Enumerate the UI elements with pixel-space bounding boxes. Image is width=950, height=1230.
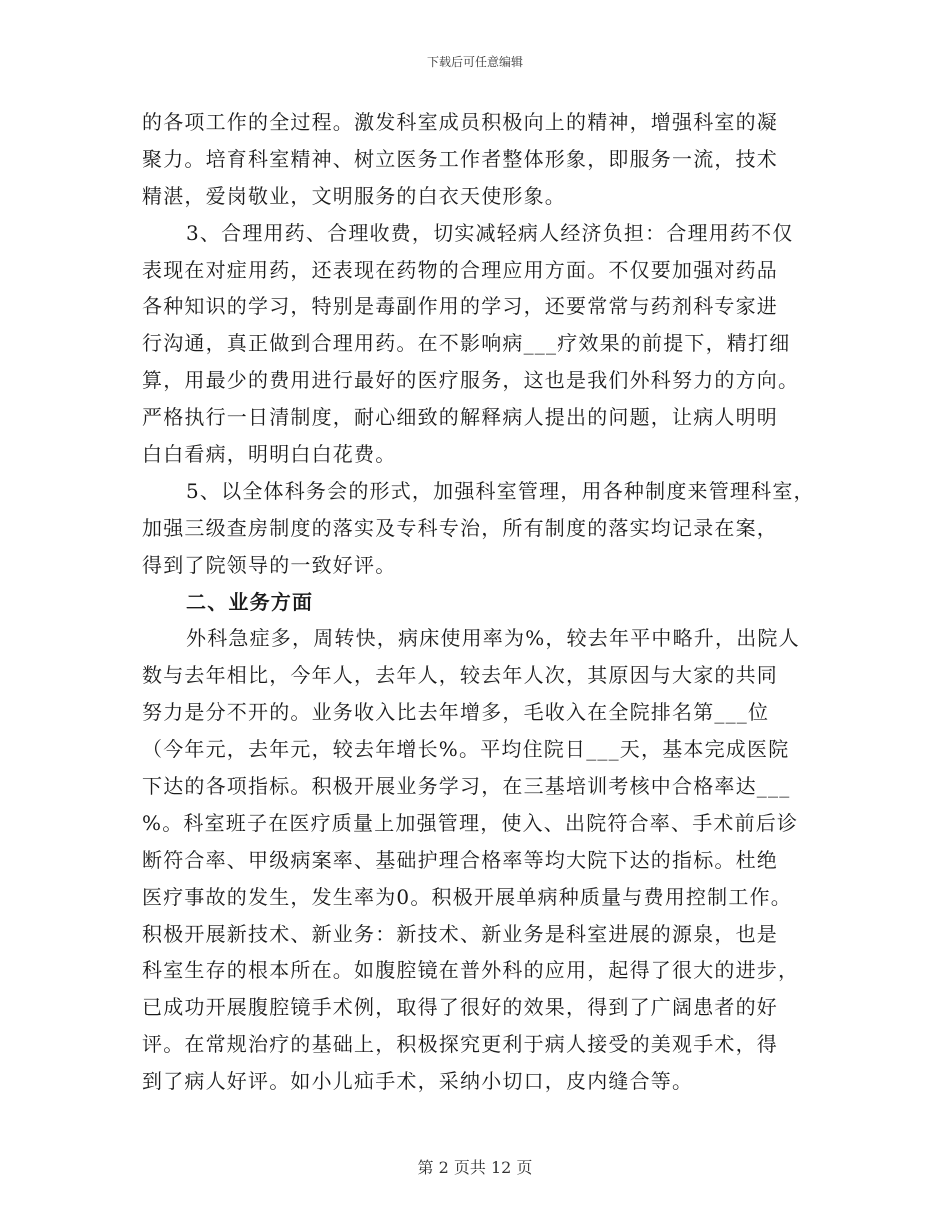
text-line: 白白看病，明明白白花费。 [142, 442, 397, 467]
page-footer: 第 2 页共 12 页 [417, 1158, 533, 1177]
text-line: 聚力。培育科室精神、树立医务工作者整体形象，即服务一流，技术 [142, 146, 778, 171]
page-header-note: 下载后可任意编辑 [426, 55, 523, 69]
text-line: 行沟通，真正做到合理用药。在不影响病___疗效果的前提下，精打细 [142, 331, 791, 356]
text-line: 断符合率、甲级病案率、基础护理合格率等均大院下达的指标。杜绝 [142, 847, 778, 872]
text-line: 科室生存的根本所在。如腹腔镜在普外科的应用，起得了很大的进步， [142, 958, 800, 983]
text-line: 算，用最少的费用进行最好的医疗服务，这也是我们外科努力的方向。 [142, 368, 800, 393]
section-heading: 二、业务方面 [186, 589, 314, 614]
text-line: 的各项工作的全过程。激发科室成员积极向上的精神，增强科室的凝 [142, 110, 778, 134]
paragraph-start-line: 外科急症多，周转快，病床使用率为%，较去年平中略升，出院人 [186, 626, 800, 651]
text-line: 积极开展新技术、新业务：新技术、新业务是科室进展的源泉，也是 [142, 921, 778, 946]
text-line: 加强三级查房制度的落实及专科专治，所有制度的落实均记录在案， [142, 515, 778, 540]
text-line: （今年元，去年元，较去年增长%。平均住院日___天，基本完成医院 [142, 737, 790, 762]
text-line: %。科室班子在医疗质量上加强管理，使入、出院符合率、手术前后诊 [142, 810, 799, 835]
text-line: 已成功开展腹腔镜手术例，取得了很好的效果，得到了广阔患者的好 [142, 995, 778, 1020]
text-line: 数与去年相比，今年人，去年人，较去年人次，其原因与大家的共同 [142, 663, 778, 688]
text-line: 各种知识的学习，特别是毒副作用的学习，还要常常与药剂科专家进 [142, 294, 778, 319]
paragraph-start-line: 3、合理用药、合理收费，切实减轻病人经济负担：合理用药不仅 [186, 220, 794, 245]
text-line: 评。在常规治疗的基础上，积极探究更利于病人接受的美观手术，得 [142, 1032, 778, 1057]
text-line: 精湛，爱岗敬业，文明服务的白衣天使形象。 [142, 183, 566, 208]
text-line: 到了病人好评。如小儿疝手术，采纳小切口，皮内缝合等。 [142, 1069, 694, 1094]
text-line: 努力是分不开的。业务收入比去年增多，毛收入在全院排名第___位 [142, 700, 770, 725]
document-body [142, 104, 832, 1100]
text-line: 得到了院领导的一致好评。 [142, 552, 397, 577]
text-line: 严格执行一日清制度，耐心细致的解释病人提出的问题，让病人明明 [142, 405, 778, 430]
text-line: 医疗事故的发生，发生率为0。积极开展单病种质量与费用控制工作。 [142, 884, 792, 909]
text-line: 下达的各项指标。积极开展业务学习，在三基培训考核中合格率达___ [142, 774, 791, 799]
paragraph-start-line: 5、以全体科务会的形式，加强科室管理，用各种制度来管理科室， [186, 478, 815, 503]
text-line: 表现在对症用药，还表现在药物的合理应用方面。不仅要加强对药品 [142, 257, 778, 282]
